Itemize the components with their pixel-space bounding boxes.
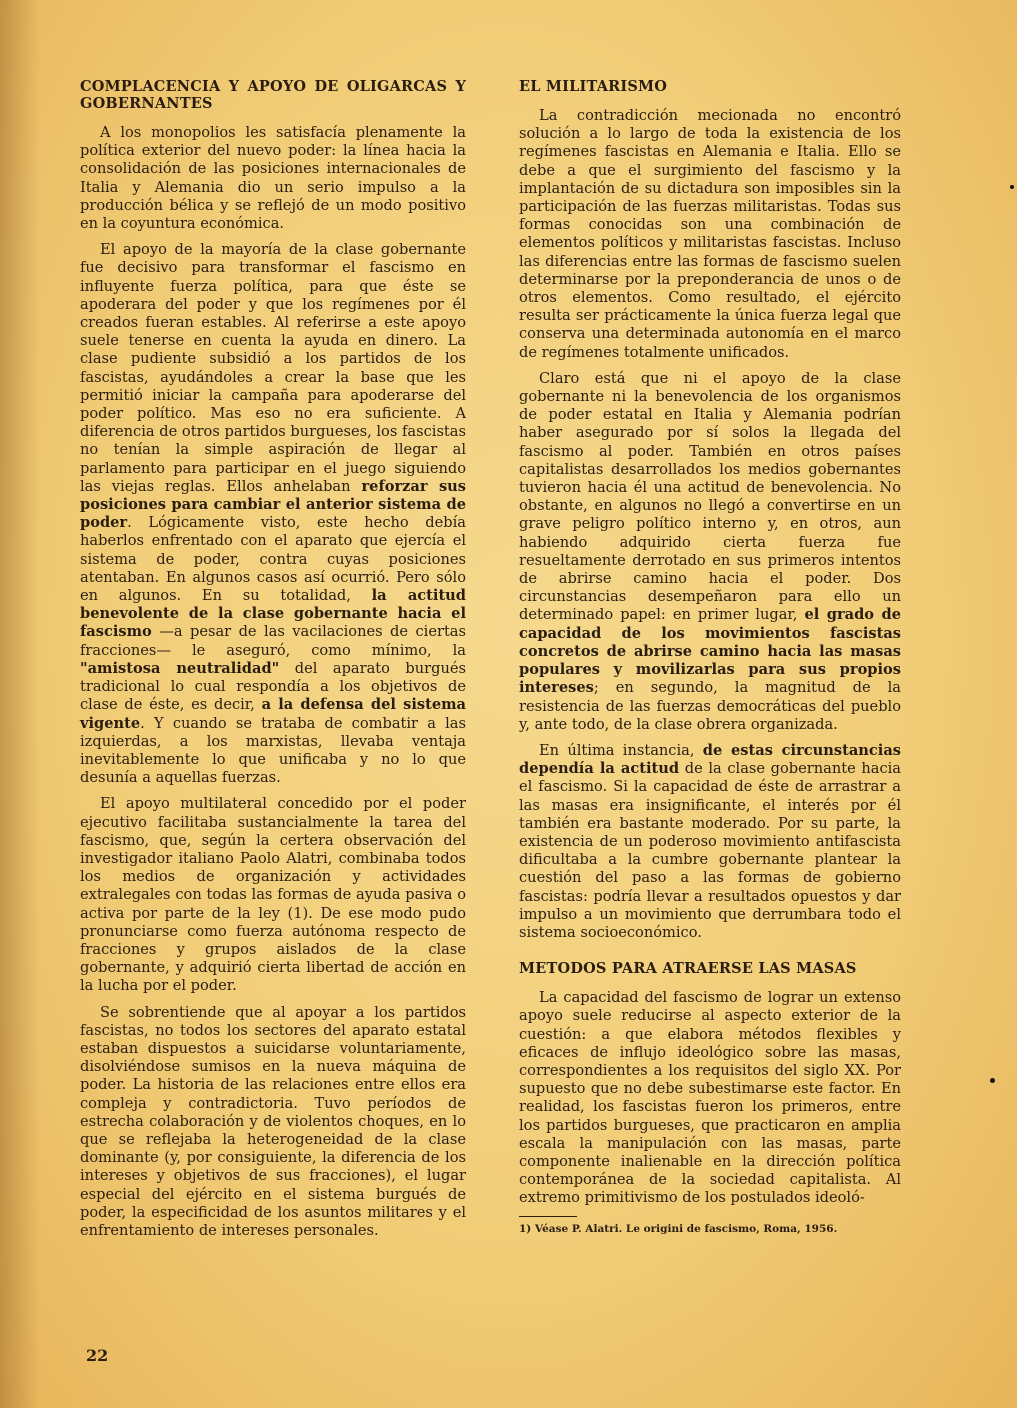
bold-phrase: la actitud benevolente de la clase gobernante hacia el fascismo [80,587,466,641]
section-heading-militarismo: EL MILITARISMO [519,78,668,95]
bold-phrase: el grado de capacidad de los movimientos fascistas concretos de abrirse camino hacia las masas populares y movilizarlas para sus propios intereses [519,606,901,697]
paragraph: A los monopolios les satisfacía plenamente la política exterior del nuevo poder: la línea hacia la consolidación de las posiciones internacionales de Italia y Alemania dio un serio impulso a la producción bélica y se reflejó de un modo positivo en la coyuntura económica. [80,124,466,233]
bold-phrase: "amistosa neutralidad" [80,659,280,677]
print-speck [990,1078,995,1083]
paragraph: El apoyo de la mayoría de la clase gobernante fue decisivo para transformar el fascismo en influyente fuerza política, para que éste se apoderara del poder y que los regímenes por él creados fueran estables. Al referirse a este apoyo suele tenerse en cuenta la ayuda en dinero. La clase pudiente subsidió a los partidos de los fascistas, ayudándoles a crear la base que les permitió iniciar la campaña para apoderarse del poder político. Mas eso no era suficiente. A diferencia de otros partidos burgueses, los fascistas no tenían la simple aspiración de llegar al parlamento para participar en el juego siguiendo las viejas reglas. Ellos anhelaban reforzar sus posiciones para cambiar el anterior sistema de poder. Lógicamente visto, este hecho debía haberlos enfrentado con el aparato que ejercía el sistema de poder, contra cuyas posiciones atentaban. En algunos casos así ocurrió. Pero sólo en algunos. En su totalidad, la actitud benevolente de la clase gobernante hacia el fascismo —a pesar de las vacilaciones de ciertas fracciones— le aseguró, como mínimo, la "amistosa neutralidad" del aparato burgués tradicional lo cual respondía a los objetivos de clase de éste, es decir, a la defensa del sistema vigente. Y cuando se trataba de combatir a las izquierdas, a los marxistas, llevaba ventaja inevitablemente lo que unificaba y no lo que desunía a aquellas fuerzas. [80,241,467,787]
paragraph: Se sobrentiende que al apoyar a los partidos fascistas, no todos los sectores del aparato estatal estaban dispuestos a suicidarse voluntariamente, disolviéndose sumisos en la nueva máquina de poder. La historia de las relaciones entre ellos era compleja y contradictoria. Tuvo períodos de estrecha colaboración y de violentos choques, en lo que se reflejaba la heterogeneidad de la clase dominante (y, por consiguiente, la diferencia de los intereses y objetivos de sus fracciones), el lugar especial del ejército en el sistema burgués de poder, la especificidad de los asuntos militares y el enfrentamiento de intereses personales. [80,1003,466,1239]
bold-phrase: de estas circunstancias dependía la actitud [519,741,902,778]
footnote: 1) Véase P. Alatri. Le origini de fascismo, Roma, 1956. [519,1222,838,1235]
print-speck [1010,185,1014,189]
page-edge-shadow [0,0,40,1408]
section-heading-complacencia: COMPLACENCIA Y APOYO DE OLIGARCAS Y GOBERNANTES [80,78,466,112]
paragraph: En última instancia, de estas circunstancias dependía la actitud de la clase gobernante hacia el fascismo. Si la capacidad de éste de arrastrar a las masas era insignificante, el interés por él también era bastante moderado. Por su parte, la existencia de un poderoso movimiento antifascista dificultaba a la cumbre gobernante plantear la cuestión del paso a las formas de gobierno fascistas: podría llevar a resultados opuestos y dar impulso a un movimiento que derrumbara todo el sistema socioeconómico. [519,741,902,941]
left-column [80,78,466,1248]
bold-phrase: a la defensa del sistema vigente [80,696,466,732]
right-column [519,78,901,1236]
page-number: 22 [86,1346,109,1365]
bold-phrase: reforzar sus posiciones para cambiar el anterior sistema de poder [80,477,466,532]
paragraph: El apoyo multilateral concedido por el poder ejecutivo facilitaba sustancialmente la tarea del fascismo, que, según la certera observación del investigador italiano Paolo Alatri, combinaba todos los medios de organización y actividades extralegales con todas las formas de ayuda pasiva o activa por parte de la ley (1). De ese modo pudo pronunciarse como fuerza autónoma respecto de fracciones y grupos aislados de la clase gobernante, y adquirió cierta libertad de acción en la lucha por el poder. [80,795,466,995]
paragraph: Claro está que ni el apoyo de la clase gobernante ni la benevolencia de los organismos de poder estatal en Italia y Alemania podrían haber asegurado por sí solos la llegada del fascismo al poder. También en otros países capitalistas desarrollados los medios gobernantes tuvieron hacia él una actitud de benevolencia. No obstante, en algunos no llegó a convertirse en un grave peligro político interno y, en otros, aun habiendo adquirido cierta fuerza fue resueltamente derrotado en sus primeros intentos de abrirse camino hacia el poder. Dos circunstancias desempeñaron para ello un determinado papel: en primer lugar, el grado de capacidad de los movimientos fascistas concretos de abrirse camino hacia las masas populares y movilizarlas para sus propios intereses; en segundo, la magnitud de la resistencia de las fuerzas democráticas del pueblo y, ante todo, de la clase obrera organizada. [519,369,901,733]
paragraph: La contradicción mecionada no encontró solución a lo largo de toda la existencia de los regímenes fascistas en Alemania e Italia. Ello se debe a que el surgimiento del fascismo y la implantación de su dictadura son imposibles sin la participación de las fuerzas militaristas. Todas sus formas conocidas son una combinación de elementos políticos y militaristas fascistas. Incluso las diferencias entre las formas de fascismo suelen determinarse por la preponderancia de unos o de otros elementos. Como resultado, el ejército resulta ser prácticamente la única fuerza legal que conserva una determinada autonomía en el marco de regímenes totalmente unificados. [519,107,901,361]
section-heading-metodos: METODOS PARA ATRAERSE LAS MASAS [519,960,857,978]
footnote-divider [519,1216,577,1217]
paragraph: La capacidad del fascismo de lograr un extenso apoyo suele reducirse al aspecto exterior de la cuestión: a que elabora métodos flexibles y eficaces de influjo ideológico sobre las masas, correspondientes a los requisitos del siglo XX. Por supuesto que no debe subestimarse este factor. En realidad, los fascistas fueron los primeros, entre los partidos burgueses, que practicaron en amplia escala la manipulación con las masas, parte componente inalienable en la dirección política contemporánea de la sociedad capitalista. Al extremo primitivismo de los postulados ideoló- [519,989,901,1207]
